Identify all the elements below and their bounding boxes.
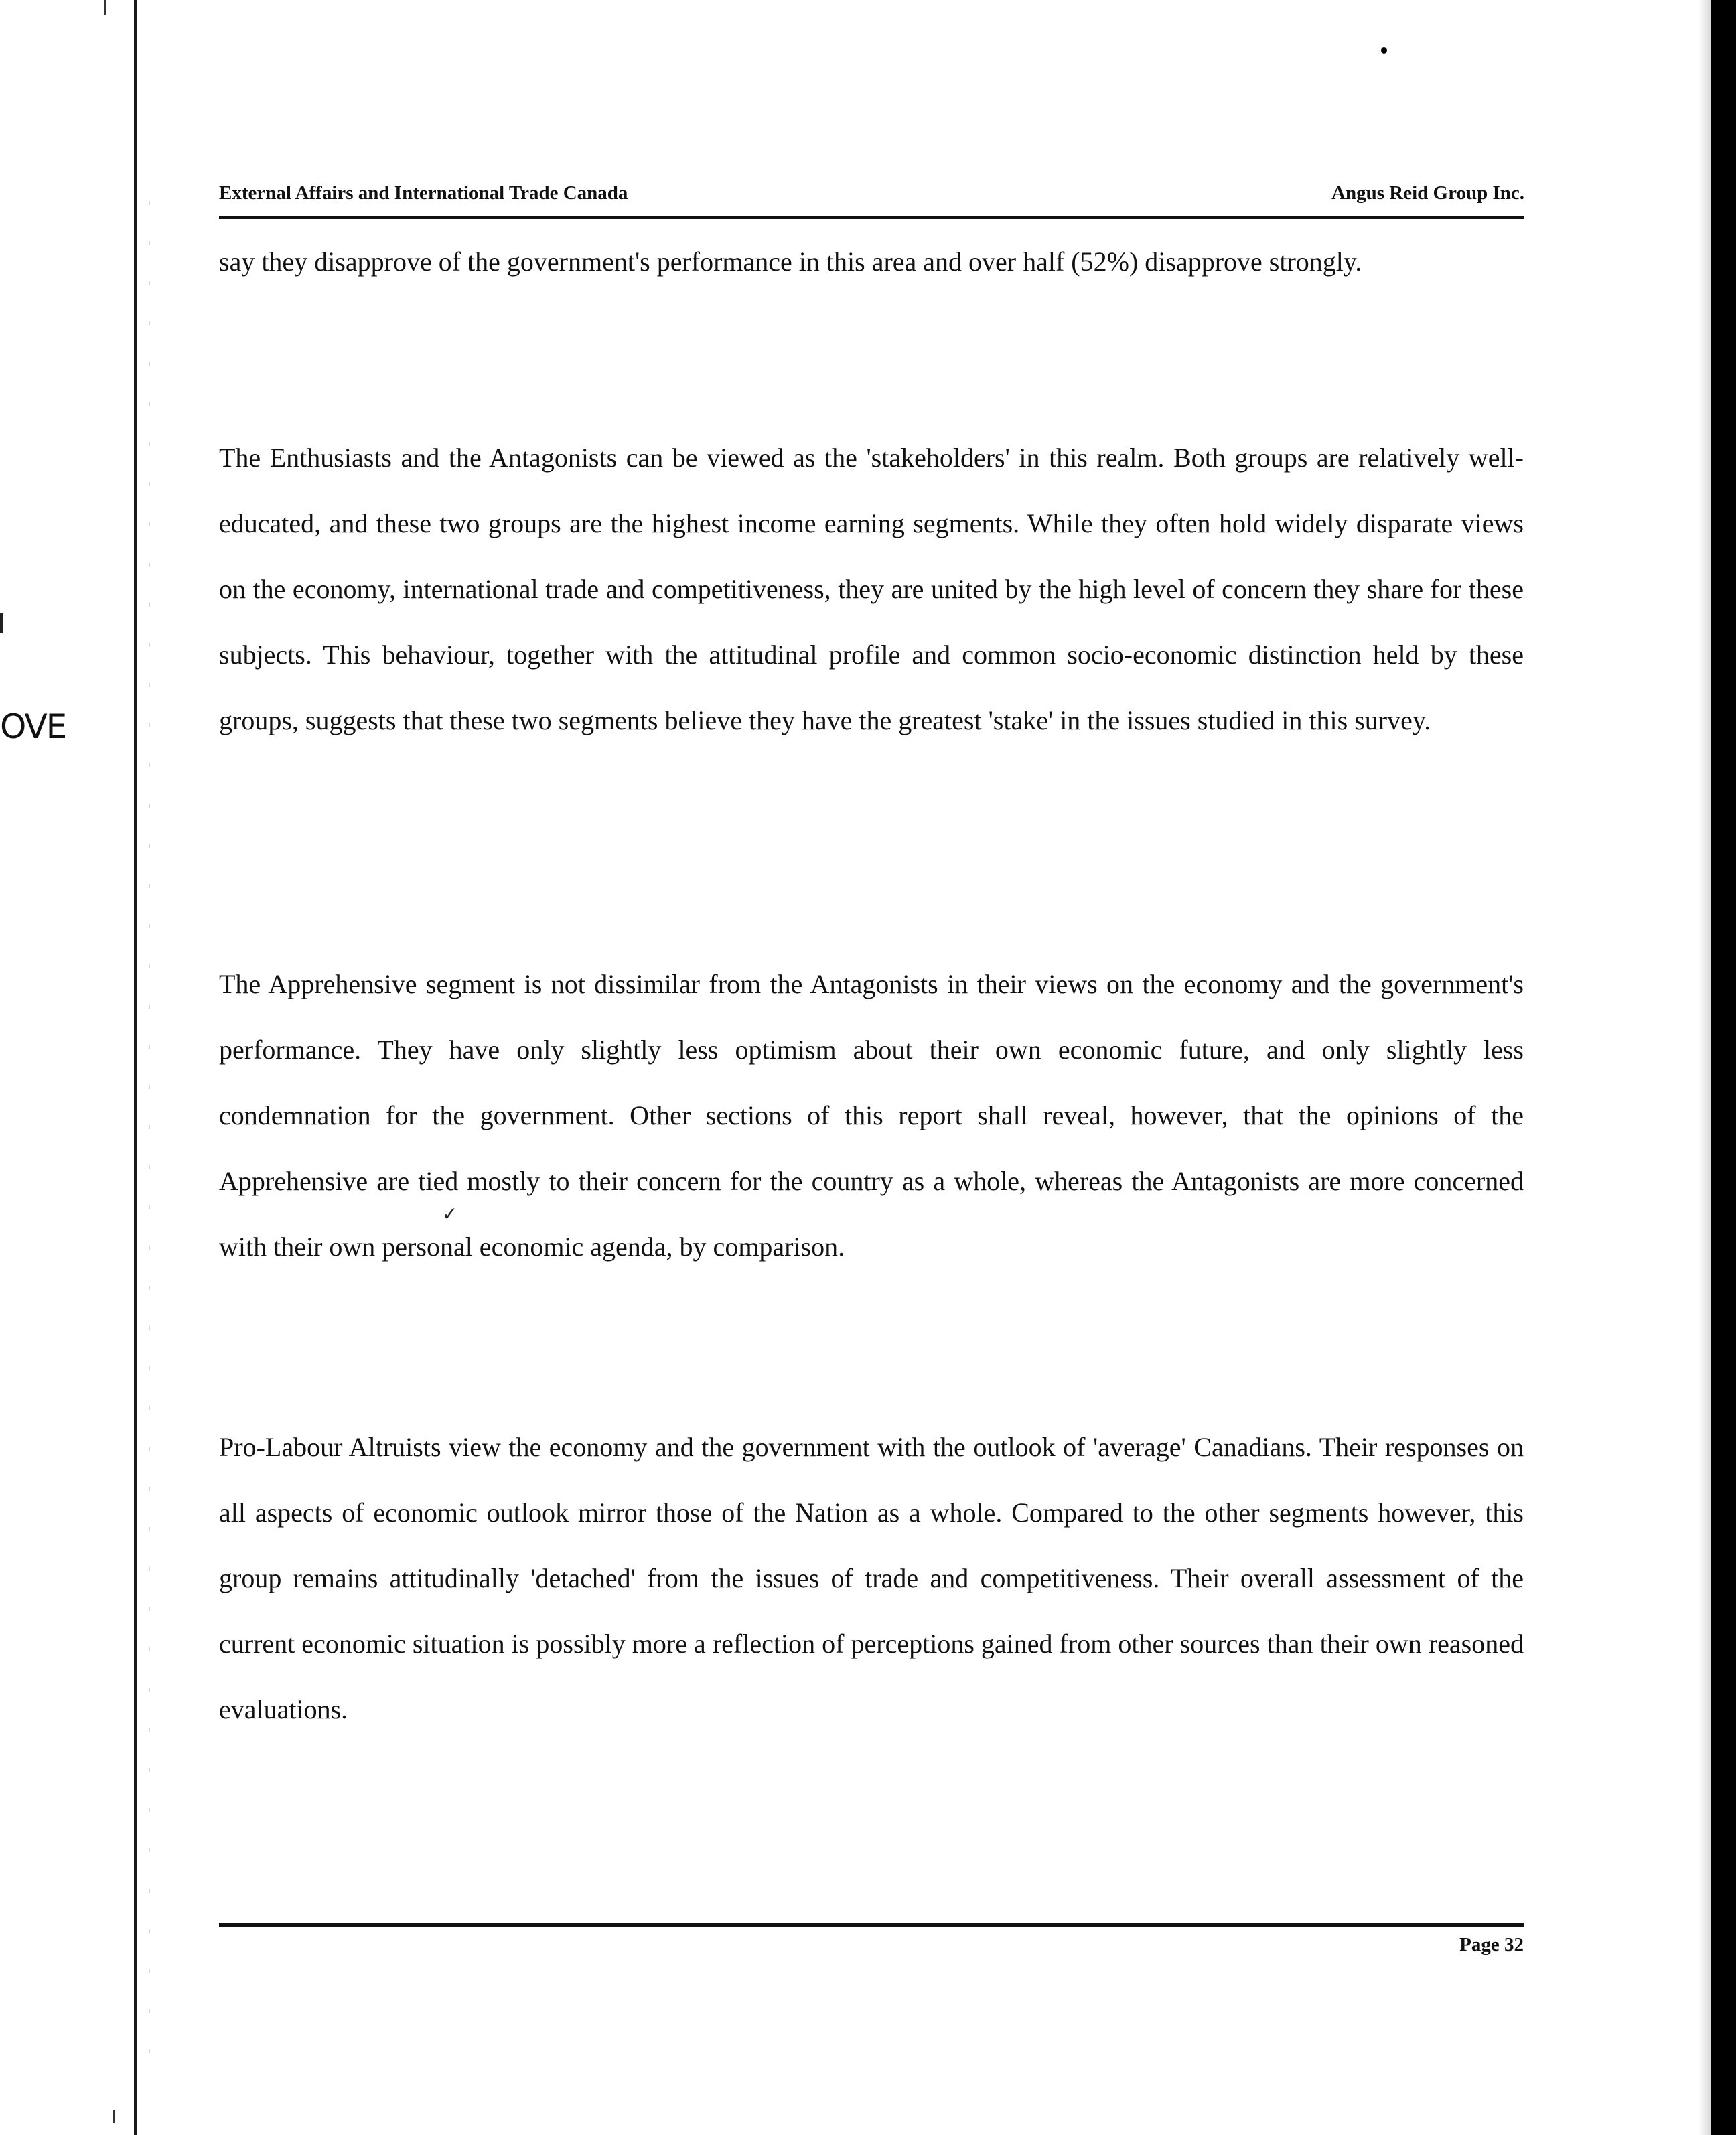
margin-mark bbox=[0, 613, 3, 633]
page-number: Page 32 bbox=[1459, 1934, 1524, 1956]
paragraph-stakeholders: The Enthusiasts and the Antagonists can be viewed as the 'stakeholders' in this realm. Both groups are relatively well-educated, and these two groups are the highest income earning segments. While they often hold widely disparate views on the economy, international trade and competitiveness, they are united by the high level of concern they share for these subjects. This behaviour, together with the attitudinal profile and common socio-economic distinction held by these groups, suggests that these two segments believe they have the greatest 'stake' in the issues studied in this survey. bbox=[219, 443, 1524, 735]
footer-rule bbox=[219, 1923, 1524, 1927]
header-organization: External Affairs and International Trade Canada bbox=[219, 182, 628, 204]
running-header bbox=[219, 182, 1524, 212]
paragraph-pro-labour: Pro-Labour Altruists view the economy and the government with the outlook of 'average' Canadians. Their responses on all aspects of economic outlook mirror those of the Nation as a whole. Compared to the other segments however, this group remains attitudinally 'detached' from the issues of trade and competitiveness. Their overall assessment of the current economic situation is possibly more a reflection of perceptions gained from other sources than their own reasoned evaluations. bbox=[219, 1432, 1524, 1724]
scan-edge-dark-band bbox=[1711, 0, 1736, 2135]
header-rule bbox=[219, 216, 1524, 219]
paragraph-apprehensive: The Apprehensive segment is not dissimilar from the Antagonists in their views on the economy and the government's performance. They have only slightly less optimism about their own economic future, and only slightly less condemnation for the government. Other sections of this report shall reveal, however, that the opinions of the Apprehensive are tied mostly to their concern for the country as a whole, whereas the Antagonists are more concerned with their own personal economic agenda, by comparison. bbox=[219, 969, 1524, 1262]
scan-noise-dots bbox=[149, 201, 150, 2076]
paragraph-continuation: say they disapprove of the government's performance in this area and over half (52%) disapprove strongly. bbox=[219, 246, 1362, 277]
scan-speck bbox=[1381, 47, 1387, 54]
margin-text-fragment: OVE bbox=[0, 707, 66, 746]
scan-edge-shadow bbox=[1698, 0, 1711, 2135]
handwritten-check-mark: ✓ bbox=[442, 1203, 458, 1225]
scan-binding-line bbox=[134, 0, 137, 2135]
scan-tick-top bbox=[104, 0, 106, 15]
header-publisher: Angus Reid Group Inc. bbox=[1331, 182, 1524, 204]
scan-tick-bottom bbox=[113, 2110, 115, 2123]
